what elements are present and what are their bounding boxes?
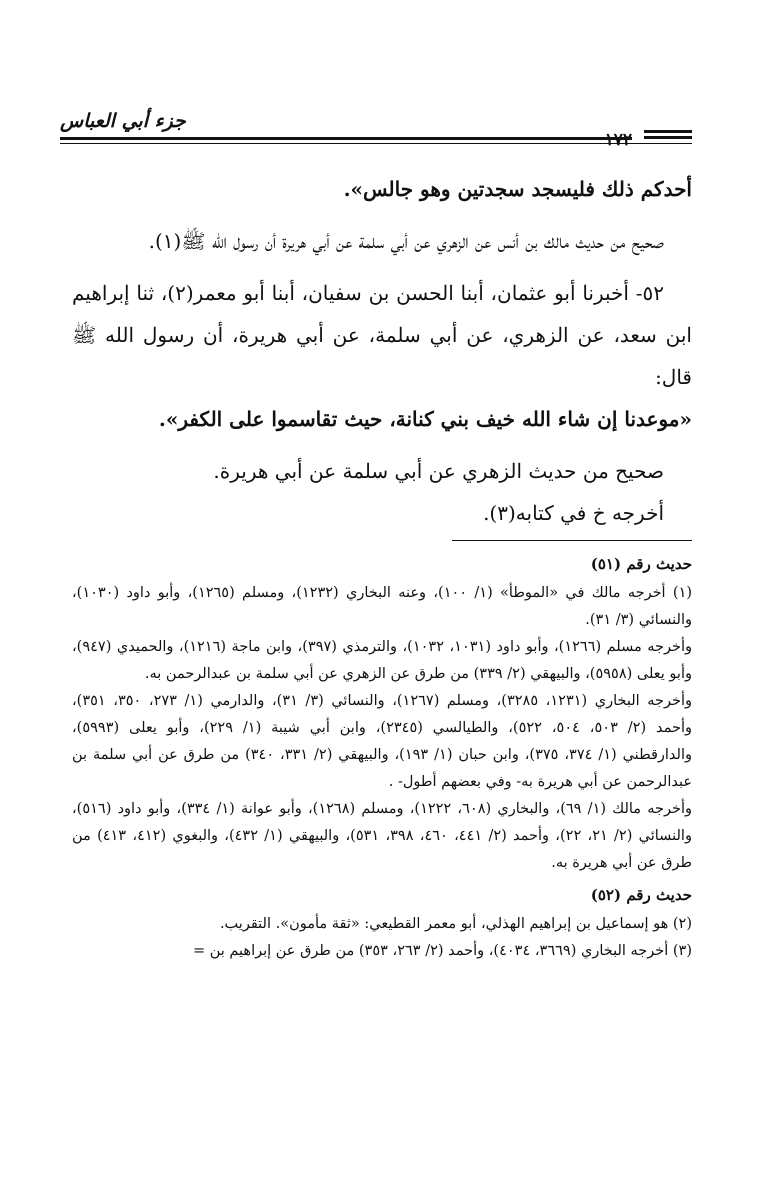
footnote-51-b: وأخرجه مسلم (١٢٦٦)، وأبو داود (١٠٣١، ١٠٣٢)، والترمذي (٣٩٧)، وابن ماجة (١٢١٦)، والحميدي (٩٤٧)، وأبو يعلى (٥٩٥٨)، والبيهقي (٢/ ٣٣٩) من طرق عن الزهري عن أبي سلمة بن عبدالرحمن به. [72,639,693,682]
header-rule [60,137,632,140]
footnote-2: (٢) هو إسماعيل بن إبراهيم الهذلي، أبو معمر القطيعي: «ثقة مأمون». التقريب. [219,916,692,932]
hadith-52-grade: صحيح من حديث الزهري عن أبي سلمة عن أبي هريرة. [213,459,664,483]
page-number: ١٧٢ [604,130,632,150]
hadith-52-text: «موعدنا إن شاء الله خيف بني كنانة، حيث تقاسموا على الكفر». [158,407,692,431]
main-text [72,168,692,544]
hadith-51-ending: أحدكم ذلك فليسجد سجدتين وهو جالس». [343,177,692,201]
header-rule-thin [60,143,692,144]
running-header [60,100,692,150]
hadith-51-grade: صحيح من حديث مالك بن أنس عن الزهري عن أبي سلمة عن أبي هريرة أن رسول الله ﷺ(١). [148,229,664,253]
footnote-heading-52: حديث رقم (٥٢) [590,886,692,904]
hadith-52-chain: ٥٢- أخبرنا أبو عثمان، أبنا الحسن بن سفيان، أبنا أبو معمر(٢)، ثنا إبراهيم ابن سعد، عن الزهري، عن أبي سلمة، عن أبي هريرة، أن رسول الله ﷺ قال: [72,281,692,389]
footnote-heading-51: حديث رقم (٥١) [590,555,692,573]
footnotes [72,546,692,965]
footnote-51-a: (١) أخرجه مالك في «الموطأ» (١/ ١٠٠)، وعنه البخاري (١٢٣٢)، ومسلم (١٢٦٥)، وأبو داود (١٠٣٠)، والنسائي (٣/ ٣١). [72,585,693,628]
header-rule-mark [644,130,692,133]
footnote-51-c: وأخرجه البخاري (١٢٣١، ٣٢٨٥)، ومسلم (١٢٦٧)، والنسائي (٣/ ٣١)، والدارمي (١/ ٢٧٣، ٣٥٠، ٣٥١)، وأحمد (٢/ ٥٠٣، ٥٠٤، ٥٢٢)، والطيالسي (٢٣٤٥)، وابن أبي شيبة (١/ ٢٢٩)، وأبو يعلى (٥٩٩٣)، والدارقطني (١/ ٣٧٤، ٣٧٥)، وابن حبان (١/ ١٩٣)، والبيهقي (٢/ ٣٣١، ٣٤٠) من طرق عن أبي سلمة بن عبدالرحمن عن أبي هريرة به- وفي بعضهم أطول- . [72,693,692,790]
book-title: جزء أبي العباس [60,110,186,132]
hadith-52-source: أخرجه خ في كتابه(٣). [483,501,664,525]
footnote-3: (٣) أخرجه البخاري (٣٦٦٩، ٤٠٣٤)، وأحمد (٢/ ٢٦٣، ٣٥٣) من طرق عن إبراهيم بن = [192,943,692,959]
footnote-separator [452,540,692,541]
header-rule-mark-lower [644,136,692,139]
footnote-51-d: وأخرجه مالك (١/ ٦٩)، والبخاري (٦٠٨، ١٢٢٢)، ومسلم (١٢٦٨)، وأبو عوانة (١/ ٣٣٤)، وأبو داود (٥١٦)، والنسائي (٢/ ٢١، ٢٢)، وأحمد (٢/ ٤٤١، ٤٦٠، ٣٩٨، ٥٣١)، والبيهقي (١/ ٤٣٢)، والبغوي (٤١٢، ٤١٣) من طرق عن أبي هريرة به. [72,801,693,871]
